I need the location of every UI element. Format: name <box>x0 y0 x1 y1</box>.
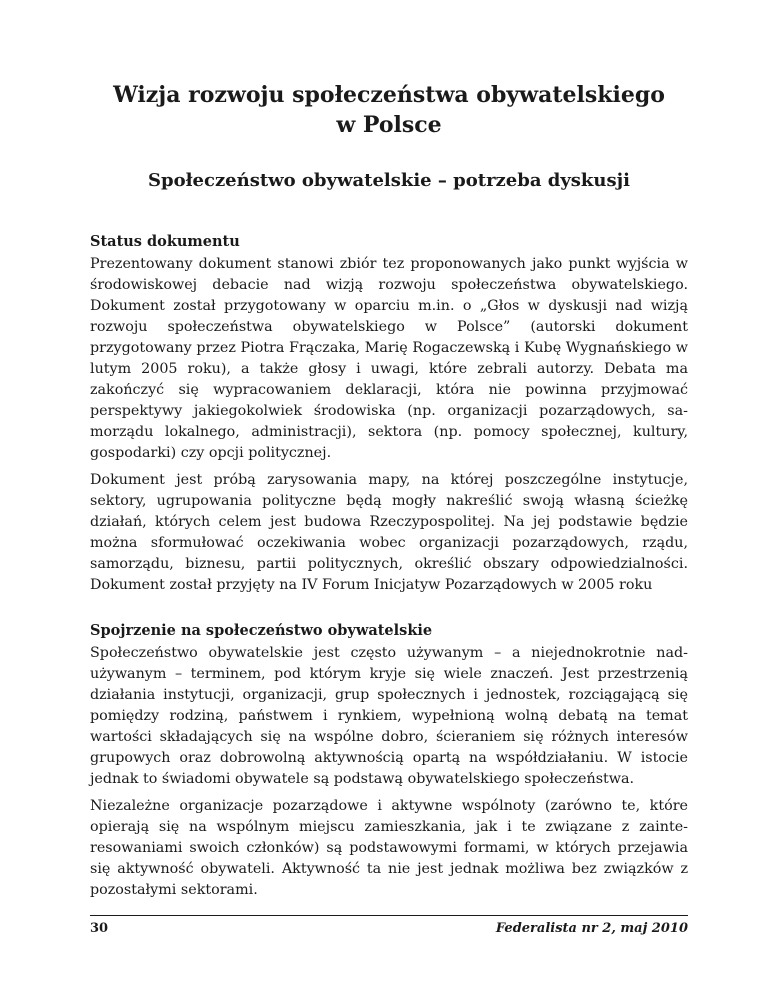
paragraph: Prezentowany dokument stanowi zbiór tez proponowanych jako punkt wyjścia w środowiskowej debacie nad wizją rozwoju społeczeństwa obywatelskiego. Dokument został przygotowany w oparciu m.in. o „Głos w dyskusji nad wizją rozwoju społeczeństwa obywatelskiego w Polsce” (autorski dokument przygotowany przez Piotra Frączaka, Marię Rogaczewską i Kubę Wygnańskiego w lutym 2005 roku), a także głosy i uwagi, które zebrali autorzy. Debata ma zakończyć się wypracowaniem deklaracji, która nie powinna przyjmować perspektywy jakiegokolwiek środowiska (np. organizacji pozarządowych, samorządu lokalnego, administracji), sektora (np. pomocy społecznej, kultury, gospodarki) czy opcji politycznej. <box>90 256 688 461</box>
section-heading: Status dokumentu <box>90 233 240 250</box>
page-number: 30 <box>90 921 109 936</box>
title-line-1: Wizja rozwoju społeczeństwa obywatelskiego <box>113 82 665 108</box>
title-line-2: w Polsce <box>336 112 442 138</box>
footer-divider <box>90 915 688 916</box>
paragraph: Niezależne organizacje pozarządowe i aktywne wspólnoty (zarówno te, które opierają się na wspólnym miejscu zamieszkania, jak i te związane z zainteresowaniami swoich członków) są podstawowymi formami, w których przejawia się aktywność obywateli. Aktywność ta nie jest jednak możliwa bez związków z pozostałymi sektorami. <box>90 798 688 898</box>
section-heading: Spojrzenie na społeczeństwo obywatelskie <box>90 622 433 639</box>
paragraph: Dokument jest próbą zarysowania mapy, na której poszczególne instytucje, sektory, ugrupowania polityczne będą mogły nakreślić swoją własną ścieżkę działań, których celem jest budowa Rzeczypospolitej. Na jej podstawie będzie można sformułować oczekiwania wobec organizacji pozarządowych, rządu, samorządu, biznesu, partii politycznych, określić obszary odpowiedzialności. Dokument został przyjęty na IV Forum Inicjatyw Pozarządowych w 2005 roku <box>90 472 688 593</box>
document-page <box>90 0 688 994</box>
page-subtitle: Społeczeństwo obywatelskie – potrzeba dyskusji <box>148 170 630 191</box>
journal-citation: Federalista nr 2, maj 2010 <box>495 921 688 936</box>
section-spojrzenie <box>90 620 688 907</box>
page-title <box>90 80 688 140</box>
paragraph: Społeczeństwo obywatelskie jest często używanym – a niejednokrotnie nadużywanym – terminem, pod którym kryje się wiele znaczeń. Jest przestrzenią działania instytucji, organizacji, grup społecznych i jednostek, rozciągającą się pomiędzy rodziną, państwem i rynkiem, wypełnioną wolną debatą na temat wartości składających się na wspólne dobro, ścieraniem się różnych interesów grupowych oraz dobrowolną aktywnością opartą na współdziałaniu. W istocie jednak to świadomi obywatele są podstawą obywatelskiego społeczeństwa. <box>90 645 688 787</box>
section-status-dokumentu <box>90 231 688 602</box>
